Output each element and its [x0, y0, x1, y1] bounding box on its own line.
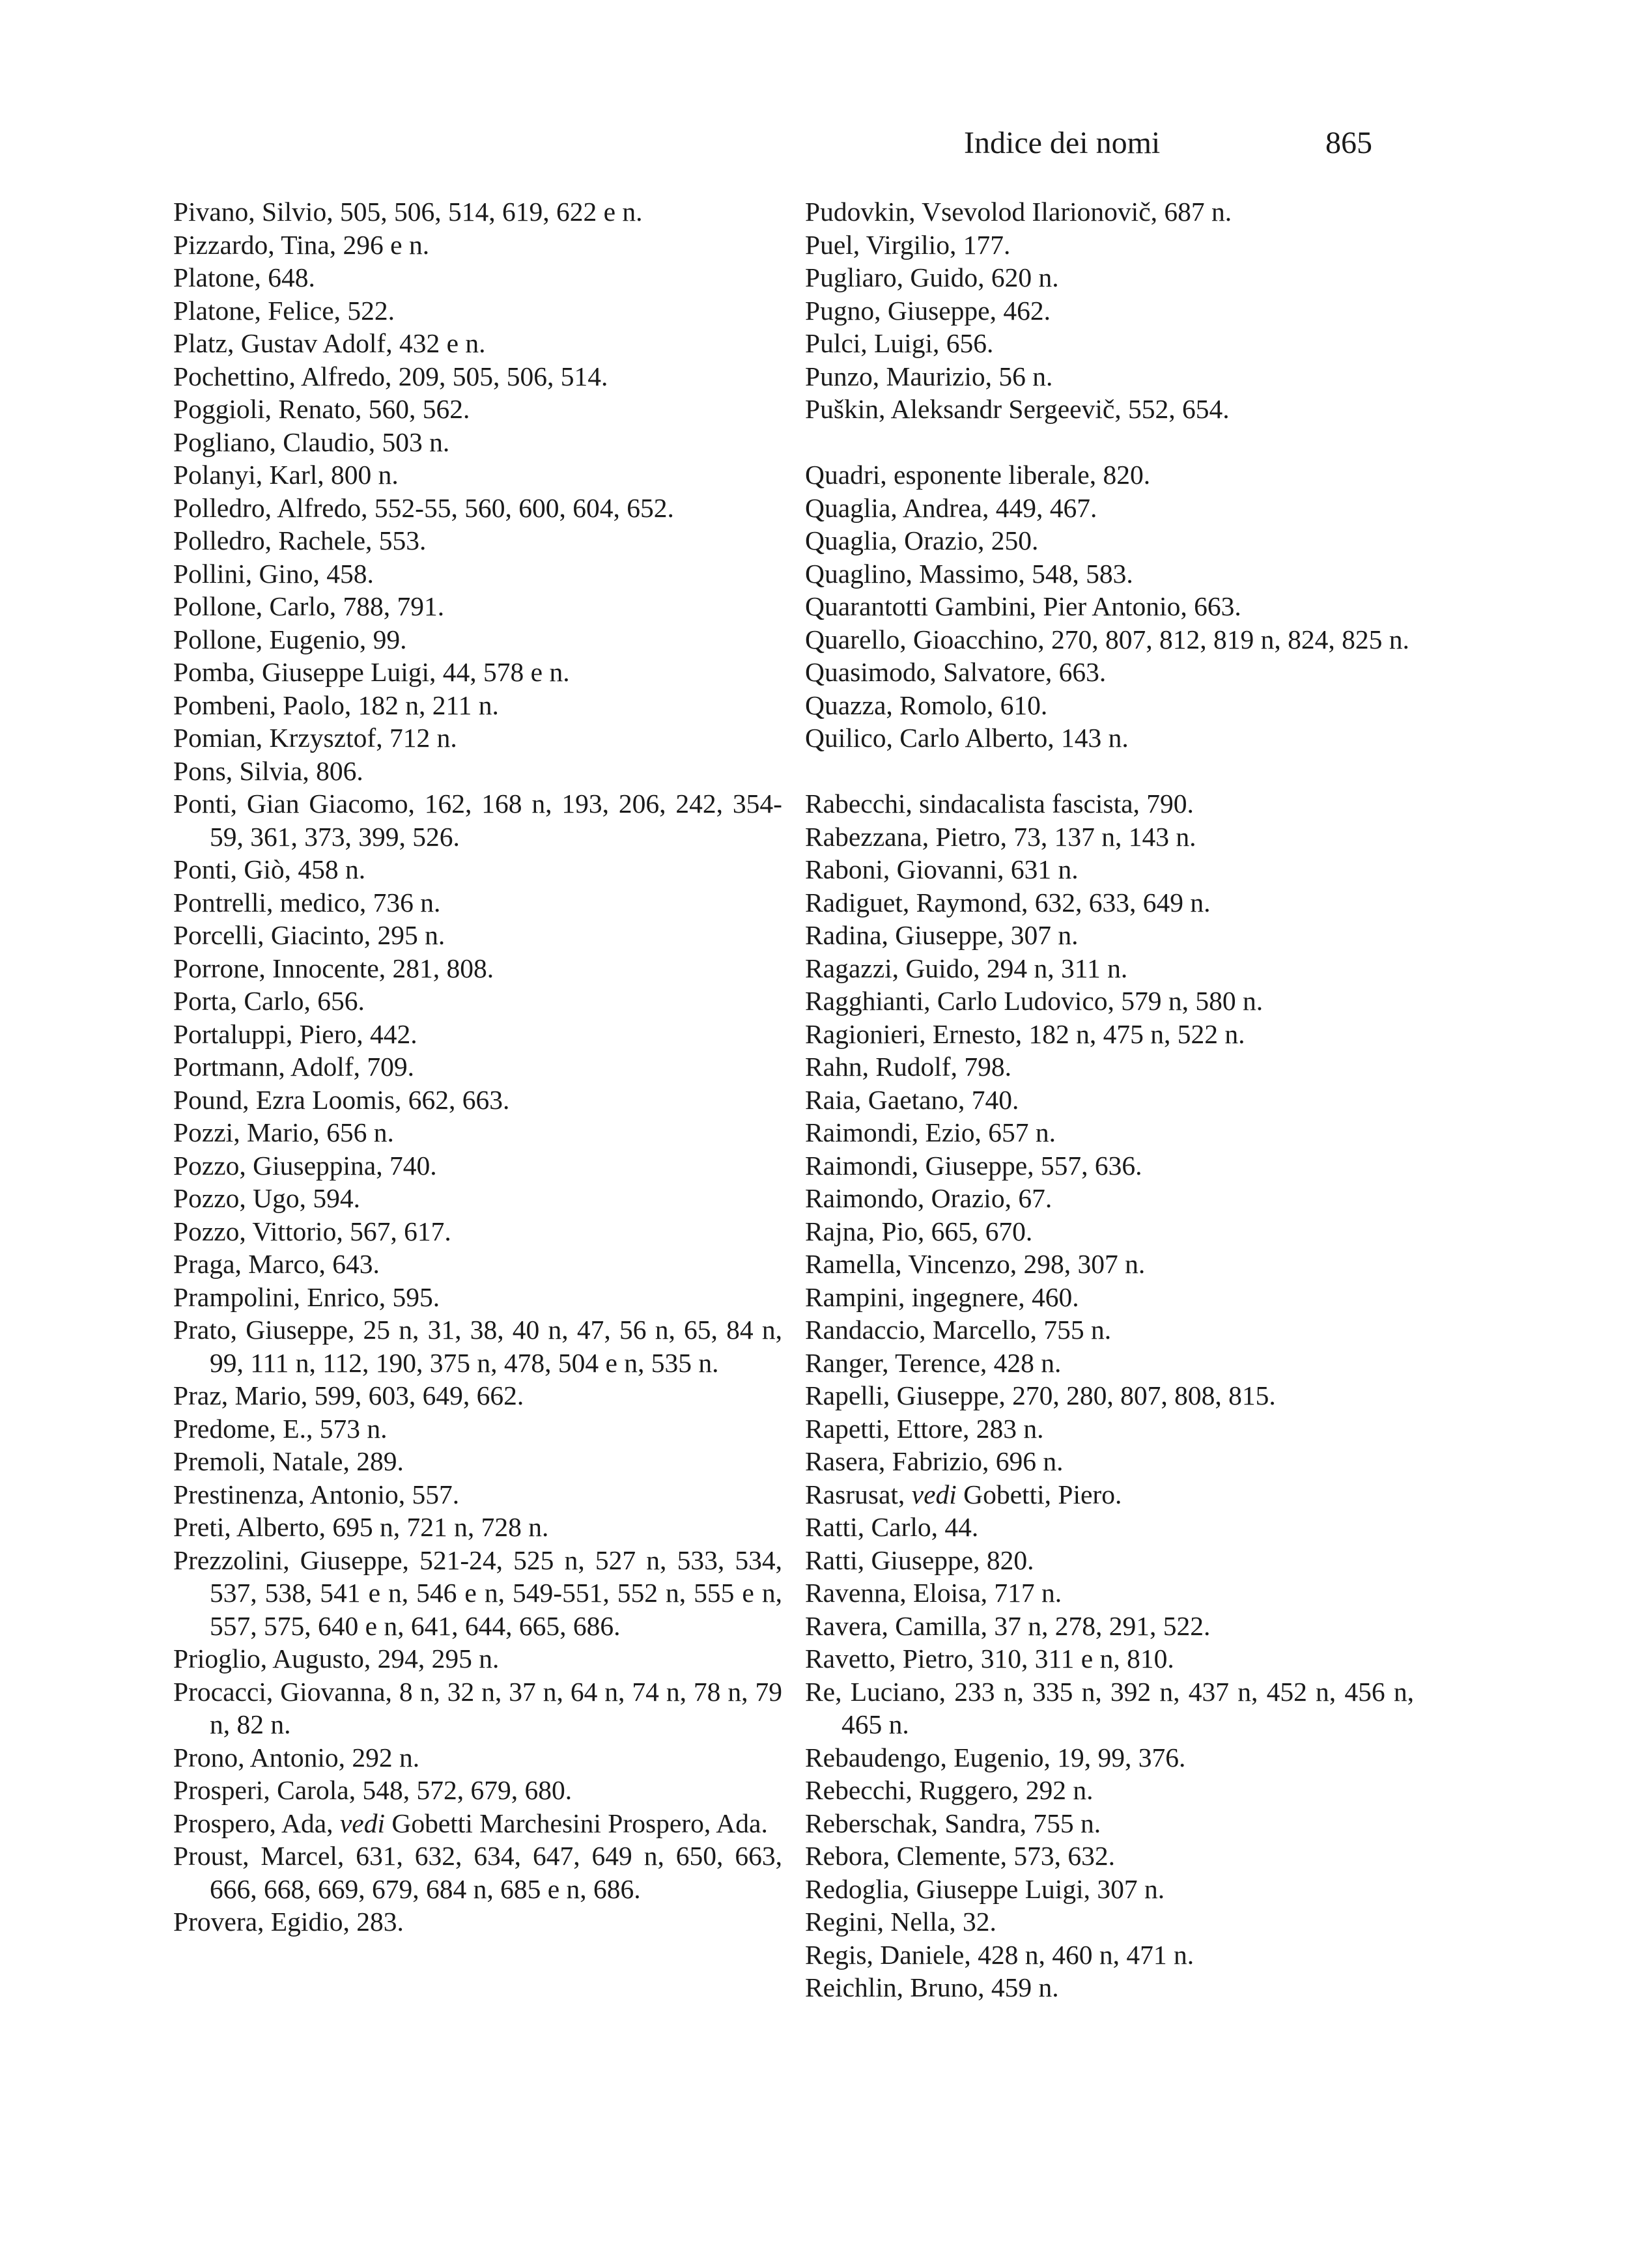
index-entry: Prioglio, Augusto, 294, 295 n.: [173, 1644, 500, 1673]
index-entry: Rahn, Rudolf, 798.: [805, 1052, 1012, 1082]
index-entry: Polledro, Rachele, 553.: [173, 525, 427, 555]
page-number: 865: [1325, 126, 1372, 160]
index-entry: Reichlin, Bruno, 459 n.: [805, 1972, 1059, 2002]
index-entry: Proust, Marcel, 631, 632, 634, 647, 649 n, 650, 663, 666, 668, 669, 679, 684 n, 685 e n, 686.: [173, 1841, 782, 1904]
index-entry: Praga, Marco, 643.: [173, 1249, 380, 1279]
index-entry: Reberschak, Sandra, 755 n.: [805, 1808, 1101, 1838]
index-entry: Quadri, esponente liberale, 820.: [805, 460, 1151, 490]
index-entry: Platone, Felice, 522.: [173, 295, 395, 326]
cross-reference-target: Gobetti Marchesini Prospero, Ada.: [385, 1808, 768, 1838]
index-entry: Raimondo, Orazio, 67.: [805, 1183, 1053, 1213]
running-head-title: Indice dei nomi: [964, 126, 1161, 160]
index-entry: Punzo, Maurizio, 56 n.: [805, 361, 1053, 391]
index-entry: Rapetti, Ettore, 283 n.: [805, 1413, 1044, 1444]
index-entry: Rajna, Pio, 665, 670.: [805, 1216, 1033, 1246]
index-entry: Prono, Antonio, 292 n.: [173, 1742, 420, 1772]
index-entry: Prezzolini, Giuseppe, 521-24, 525 n, 527 n, 533, 534, 537, 538, 541 e n, 546 e n, 549-551, 552 n, 555 e n, 557, 575, 640 e n, 641, 644, 665, 686.: [173, 1545, 782, 1641]
index-entry: Portmann, Adolf, 709.: [173, 1052, 415, 1082]
index-entry: Prato, Giuseppe, 25 n, 31, 38, 40 n, 47, 56 n, 65, 84 n, 99, 111 n, 112, 190, 375 n, 478, 504 e n, 535 n.: [173, 1315, 782, 1378]
index-entry: Regini, Nella, 32.: [805, 1907, 996, 1937]
index-entry: Predome, E., 573 n.: [173, 1413, 388, 1444]
index-entry: Prampolini, Enrico, 595.: [173, 1281, 440, 1312]
index-entry: Ranger, Terence, 428 n.: [805, 1347, 1062, 1378]
index-entry: Rabezzana, Pietro, 73, 137 n, 143 n.: [805, 821, 1196, 852]
index-entry: Pizzardo, Tina, 296 e n.: [173, 229, 430, 260]
index-entry: Preti, Alberto, 695 n, 721 n, 728 n.: [173, 1512, 549, 1542]
index-entry: Pons, Silvia, 806.: [173, 755, 363, 786]
index-entry: Pombeni, Paolo, 182 n, 211 n.: [173, 690, 499, 720]
index-entry: Raboni, Giovanni, 631 n.: [805, 854, 1079, 884]
index-entry: Pomba, Giuseppe Luigi, 44, 578 e n.: [173, 657, 570, 687]
index-entry: Puel, Virgilio, 177.: [805, 229, 1011, 260]
index-entry: Platz, Gustav Adolf, 432 e n.: [173, 328, 486, 358]
index-entry: Porta, Carlo, 656.: [173, 986, 365, 1016]
index-entry: Pontrelli, medico, 736 n.: [173, 887, 441, 917]
index-entry: Raia, Gaetano, 740.: [805, 1084, 1019, 1115]
index-entry: Pollone, Eugenio, 99.: [173, 624, 407, 654]
index-entry: Pozzo, Ugo, 594.: [173, 1183, 361, 1213]
index-entry: Platone, 648.: [173, 262, 315, 292]
index-entry: Quaglino, Massimo, 548, 583.: [805, 558, 1133, 589]
index-entry: Ramella, Vincenzo, 298, 307 n.: [805, 1249, 1146, 1279]
index-entry: Rebecchi, Ruggero, 292 n.: [805, 1775, 1094, 1805]
index-entry: Pollini, Gino, 458.: [173, 558, 374, 589]
index-entry: Rabecchi, sindacalista fascista, 790.: [805, 789, 1194, 819]
index-entry: Pomian, Krzysztof, 712 n.: [173, 723, 457, 753]
index-entry: Rapelli, Giuseppe, 270, 280, 807, 808, 815.: [805, 1380, 1276, 1410]
index-entry: [173, 1807, 782, 1840]
index-entry-name: Rasrusat,: [805, 1479, 912, 1509]
index-entry: Pozzo, Giuseppina, 740.: [173, 1150, 437, 1181]
index-entry: Rampini, ingegnere, 460.: [805, 1281, 1079, 1312]
index-entry: Provera, Egidio, 283.: [173, 1907, 404, 1937]
index-entry: Pochettino, Alfredo, 209, 505, 506, 514.: [173, 361, 608, 391]
index-entry: Pivano, Silvio, 505, 506, 514, 619, 622 e n.: [173, 197, 643, 227]
index-entry: Prosperi, Carola, 548, 572, 679, 680.: [173, 1775, 572, 1805]
index-entry: Quazza, Romolo, 610.: [805, 690, 1048, 720]
index-entry: Praz, Mario, 599, 603, 649, 662.: [173, 1380, 524, 1410]
index-entry: Rebaudengo, Eugenio, 19, 99, 376.: [805, 1742, 1186, 1772]
index-entry: Polanyi, Karl, 800 n.: [173, 460, 399, 490]
index-entry: Ravera, Camilla, 37 n, 278, 291, 522.: [805, 1610, 1211, 1641]
index-entry: Pollone, Carlo, 788, 791.: [173, 591, 445, 621]
index-entry: Quarello, Gioacchino, 270, 807, 812, 819 n, 824, 825 n.: [805, 624, 1409, 654]
index-entry: Ragazzi, Guido, 294 n, 311 n.: [805, 953, 1128, 983]
index-entry: Prestinenza, Antonio, 557.: [173, 1479, 460, 1509]
index-entry: Randaccio, Marcello, 755 n.: [805, 1315, 1112, 1345]
index-entry: Porrone, Innocente, 281, 808.: [173, 953, 494, 983]
cross-reference-target: Gobetti, Piero.: [956, 1479, 1122, 1509]
index-entry: [805, 1478, 1414, 1511]
letter-section-gap: [805, 755, 1414, 788]
index-entry: Re, Luciano, 233 n, 335 n, 392 n, 437 n, 452 n, 456 n, 465 n.: [805, 1676, 1414, 1739]
index-entry: Ponti, Giò, 458 n.: [173, 854, 366, 884]
index-entry: Pogliano, Claudio, 503 n.: [173, 427, 450, 457]
index-entry: Ponti, Gian Giacomo, 162, 168 n, 193, 206, 242, 354-59, 361, 373, 399, 526.: [173, 789, 782, 852]
index-column-left: [173, 195, 782, 1939]
index-entry: Pozzo, Vittorio, 567, 617.: [173, 1216, 451, 1246]
index-entry: Polledro, Alfredo, 552-55, 560, 600, 604, 652.: [173, 492, 674, 523]
index-entry: Radiguet, Raymond, 632, 633, 649 n.: [805, 887, 1211, 917]
index-entry: Ratti, Carlo, 44.: [805, 1512, 979, 1542]
index-entry: Pugno, Giuseppe, 462.: [805, 295, 1051, 326]
index-entry: Quaglia, Andrea, 449, 467.: [805, 492, 1097, 523]
index-entry: Puškin, Aleksandr Sergeevič, 552, 654.: [805, 394, 1230, 424]
index-entry: Ravetto, Pietro, 310, 311 e n, 810.: [805, 1644, 1174, 1673]
index-entry: Raimondi, Giuseppe, 557, 636.: [805, 1150, 1142, 1181]
letter-section-gap: [805, 426, 1414, 459]
index-entry-name: Prospero, Ada,: [173, 1808, 340, 1838]
index-column-right: [805, 195, 1414, 2004]
index-entry: Pozzi, Mario, 656 n.: [173, 1117, 394, 1147]
index-entry: Ravenna, Eloisa, 717 n.: [805, 1578, 1062, 1608]
index-entry: Quarantotti Gambini, Pier Antonio, 663.: [805, 591, 1241, 621]
index-entry: Pugliaro, Guido, 620 n.: [805, 262, 1059, 292]
index-entry: Premoli, Natale, 289.: [173, 1446, 404, 1476]
index-entry: Ratti, Giuseppe, 820.: [805, 1545, 1034, 1575]
cross-reference-marker: vedi: [339, 1808, 386, 1838]
index-entry: Ragionieri, Ernesto, 182 n, 475 n, 522 n.: [805, 1018, 1245, 1049]
index-entry: Regis, Daniele, 428 n, 460 n, 471 n.: [805, 1939, 1194, 1970]
index-entry: Poggioli, Renato, 560, 562.: [173, 394, 470, 424]
index-entry: Raimondi, Ezio, 657 n.: [805, 1117, 1056, 1147]
index-entry: Quilico, Carlo Alberto, 143 n.: [805, 723, 1129, 753]
cross-reference-marker: vedi: [911, 1479, 957, 1509]
index-entry: Rasera, Fabrizio, 696 n.: [805, 1446, 1064, 1476]
index-entry: Pound, Ezra Loomis, 662, 663.: [173, 1084, 510, 1115]
index-entry: Porcelli, Giacinto, 295 n.: [173, 920, 445, 950]
index-entry: Pudovkin, Vsevolod Ilarionovič, 687 n.: [805, 197, 1232, 227]
index-entry: Quaglia, Orazio, 250.: [805, 525, 1039, 555]
index-entry: Redoglia, Giuseppe Luigi, 307 n.: [805, 1873, 1165, 1904]
index-entry: Pulci, Luigi, 656.: [805, 328, 994, 358]
index-entry: Radina, Giuseppe, 307 n.: [805, 920, 1079, 950]
index-entry: Portaluppi, Piero, 442.: [173, 1018, 417, 1049]
index-entry: Procacci, Giovanna, 8 n, 32 n, 37 n, 64 n, 74 n, 78 n, 79 n, 82 n.: [173, 1676, 782, 1739]
index-entry: Quasimodo, Salvatore, 663.: [805, 657, 1107, 687]
index-entry: Rebora, Clemente, 573, 632.: [805, 1841, 1115, 1871]
index-entry: Ragghianti, Carlo Ludovico, 579 n, 580 n.: [805, 986, 1264, 1016]
